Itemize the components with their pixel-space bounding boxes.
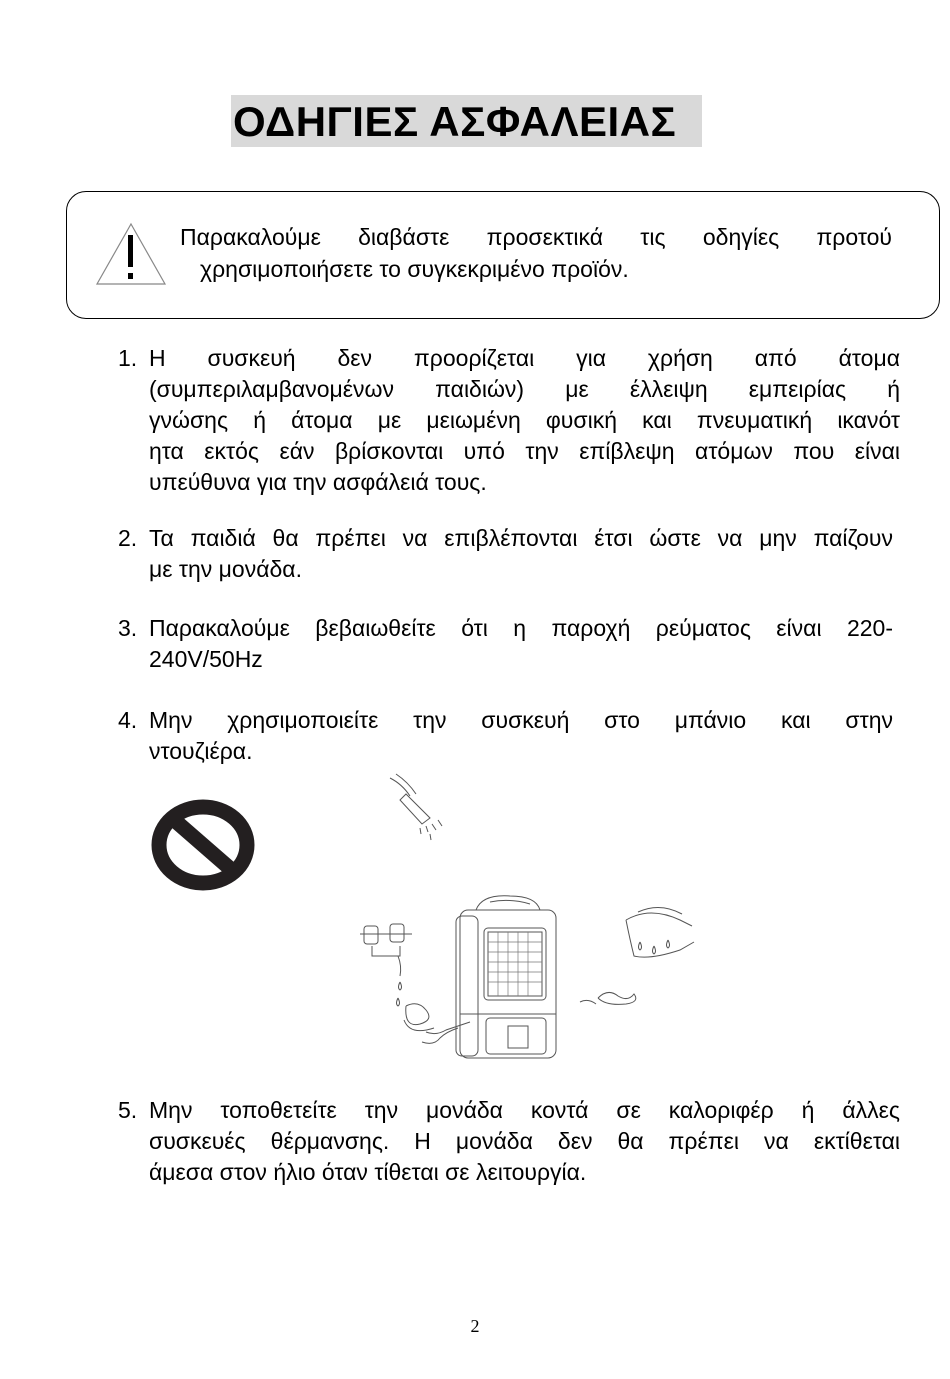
list-item [118, 523, 900, 585]
page-title: ΟΔΗΓΙΕΣ ΑΣΦΑΛΕΙΑΣ [231, 95, 702, 147]
item-line: Μην τοποθετείτε την μονάδα κοντά σε καλοριφέρ ή άλλες [149, 1097, 900, 1123]
list-item [118, 613, 900, 675]
item-line: ντουζιέρα. [149, 738, 253, 764]
item-number: 5. [118, 1097, 138, 1123]
list-item [118, 1095, 900, 1188]
warning-line-1: Παρακαλούμε διαβάστε προσεκτικά τις οδηγίες προτού [180, 224, 892, 250]
list-item [118, 705, 900, 767]
prohibition-icon [150, 798, 256, 892]
item-number: 1. [118, 345, 138, 371]
item-line: με την μονάδα. [149, 556, 302, 582]
warning-triangle-icon [95, 221, 167, 287]
item-number: 2. [118, 525, 138, 551]
item-line: 240V/50Hz [149, 646, 263, 672]
item-line: γνώσης ή άτομα με μειωμένη φυσική και πνευματική ικανότ [149, 407, 900, 433]
item-number: 3. [118, 615, 138, 641]
list-item [118, 343, 900, 498]
warning-line-2: χρησιμοποιήσετε το συγκεκριμένο προϊόν. [200, 256, 629, 282]
item-line: Μην χρησιμοποιείτε την συσκευή στο μπάνιο και στην [149, 707, 893, 733]
item-line: ητα εκτός εάν βρίσκονται υπό την επίβλεψη ατόμων που είναι [149, 438, 900, 464]
item-line: υπεύθυνα για την ασφάλειά τους. [149, 469, 487, 495]
page-number: 2 [470, 1316, 480, 1336]
item-line: Τα παιδιά θα πρέπει να επιβλέπονται έτσι ώστε να μην παίζουν [149, 525, 893, 551]
item-line: Παρακαλούμε βεβαιωθείτε ότι η παροχή ρεύματος είναι 220- [149, 615, 893, 641]
item-line: άμεσα στον ήλιο όταν τίθεται σε λειτουργία. [149, 1159, 587, 1185]
item-number: 4. [118, 707, 138, 733]
item-line: συσκευές θέρμανσης. Η μονάδα δεν θα πρέπει να εκτίθεται [149, 1128, 900, 1154]
warning-text [180, 221, 892, 285]
item-line: Η συσκευή δεν προορίζεται για χρήση από άτομα [149, 345, 900, 371]
item-line: (συμπεριλαμβανομένων παιδιών) με έλλειψη εμπειρίας ή [149, 376, 900, 402]
dehumidifier-bathroom-illustration [350, 770, 700, 1070]
